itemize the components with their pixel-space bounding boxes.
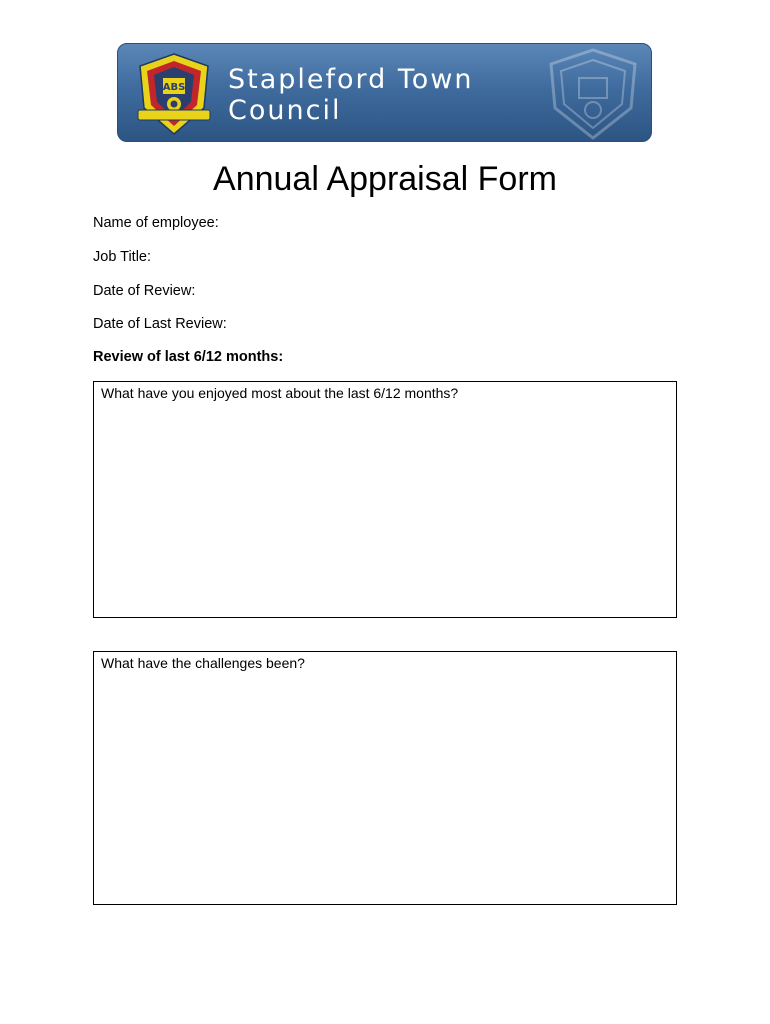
challenges-prompt: What have the challenges been? [101, 655, 305, 671]
challenges-box[interactable] [93, 651, 677, 905]
job-title-label: Job Title: [93, 249, 152, 265]
enjoyed-most-prompt: What have you enjoyed most about the last 6/12 months? [101, 385, 459, 401]
name-of-employee-label: Name of employee: [93, 215, 219, 231]
council-banner [117, 43, 652, 142]
review-section-heading: Review of last 6/12 months: [93, 349, 284, 365]
date-of-last-review-label: Date of Last Review: [93, 316, 227, 332]
date-of-review-label: Date of Review: [93, 283, 196, 299]
council-crest-watermark [543, 48, 643, 140]
form-title: Annual Appraisal Form [213, 160, 557, 198]
enjoyed-most-box[interactable] [93, 381, 677, 618]
council-name: Stapleford Town Council [228, 64, 474, 126]
svg-text:ABS: ABS [162, 82, 186, 93]
council-crest-logo [134, 52, 214, 136]
